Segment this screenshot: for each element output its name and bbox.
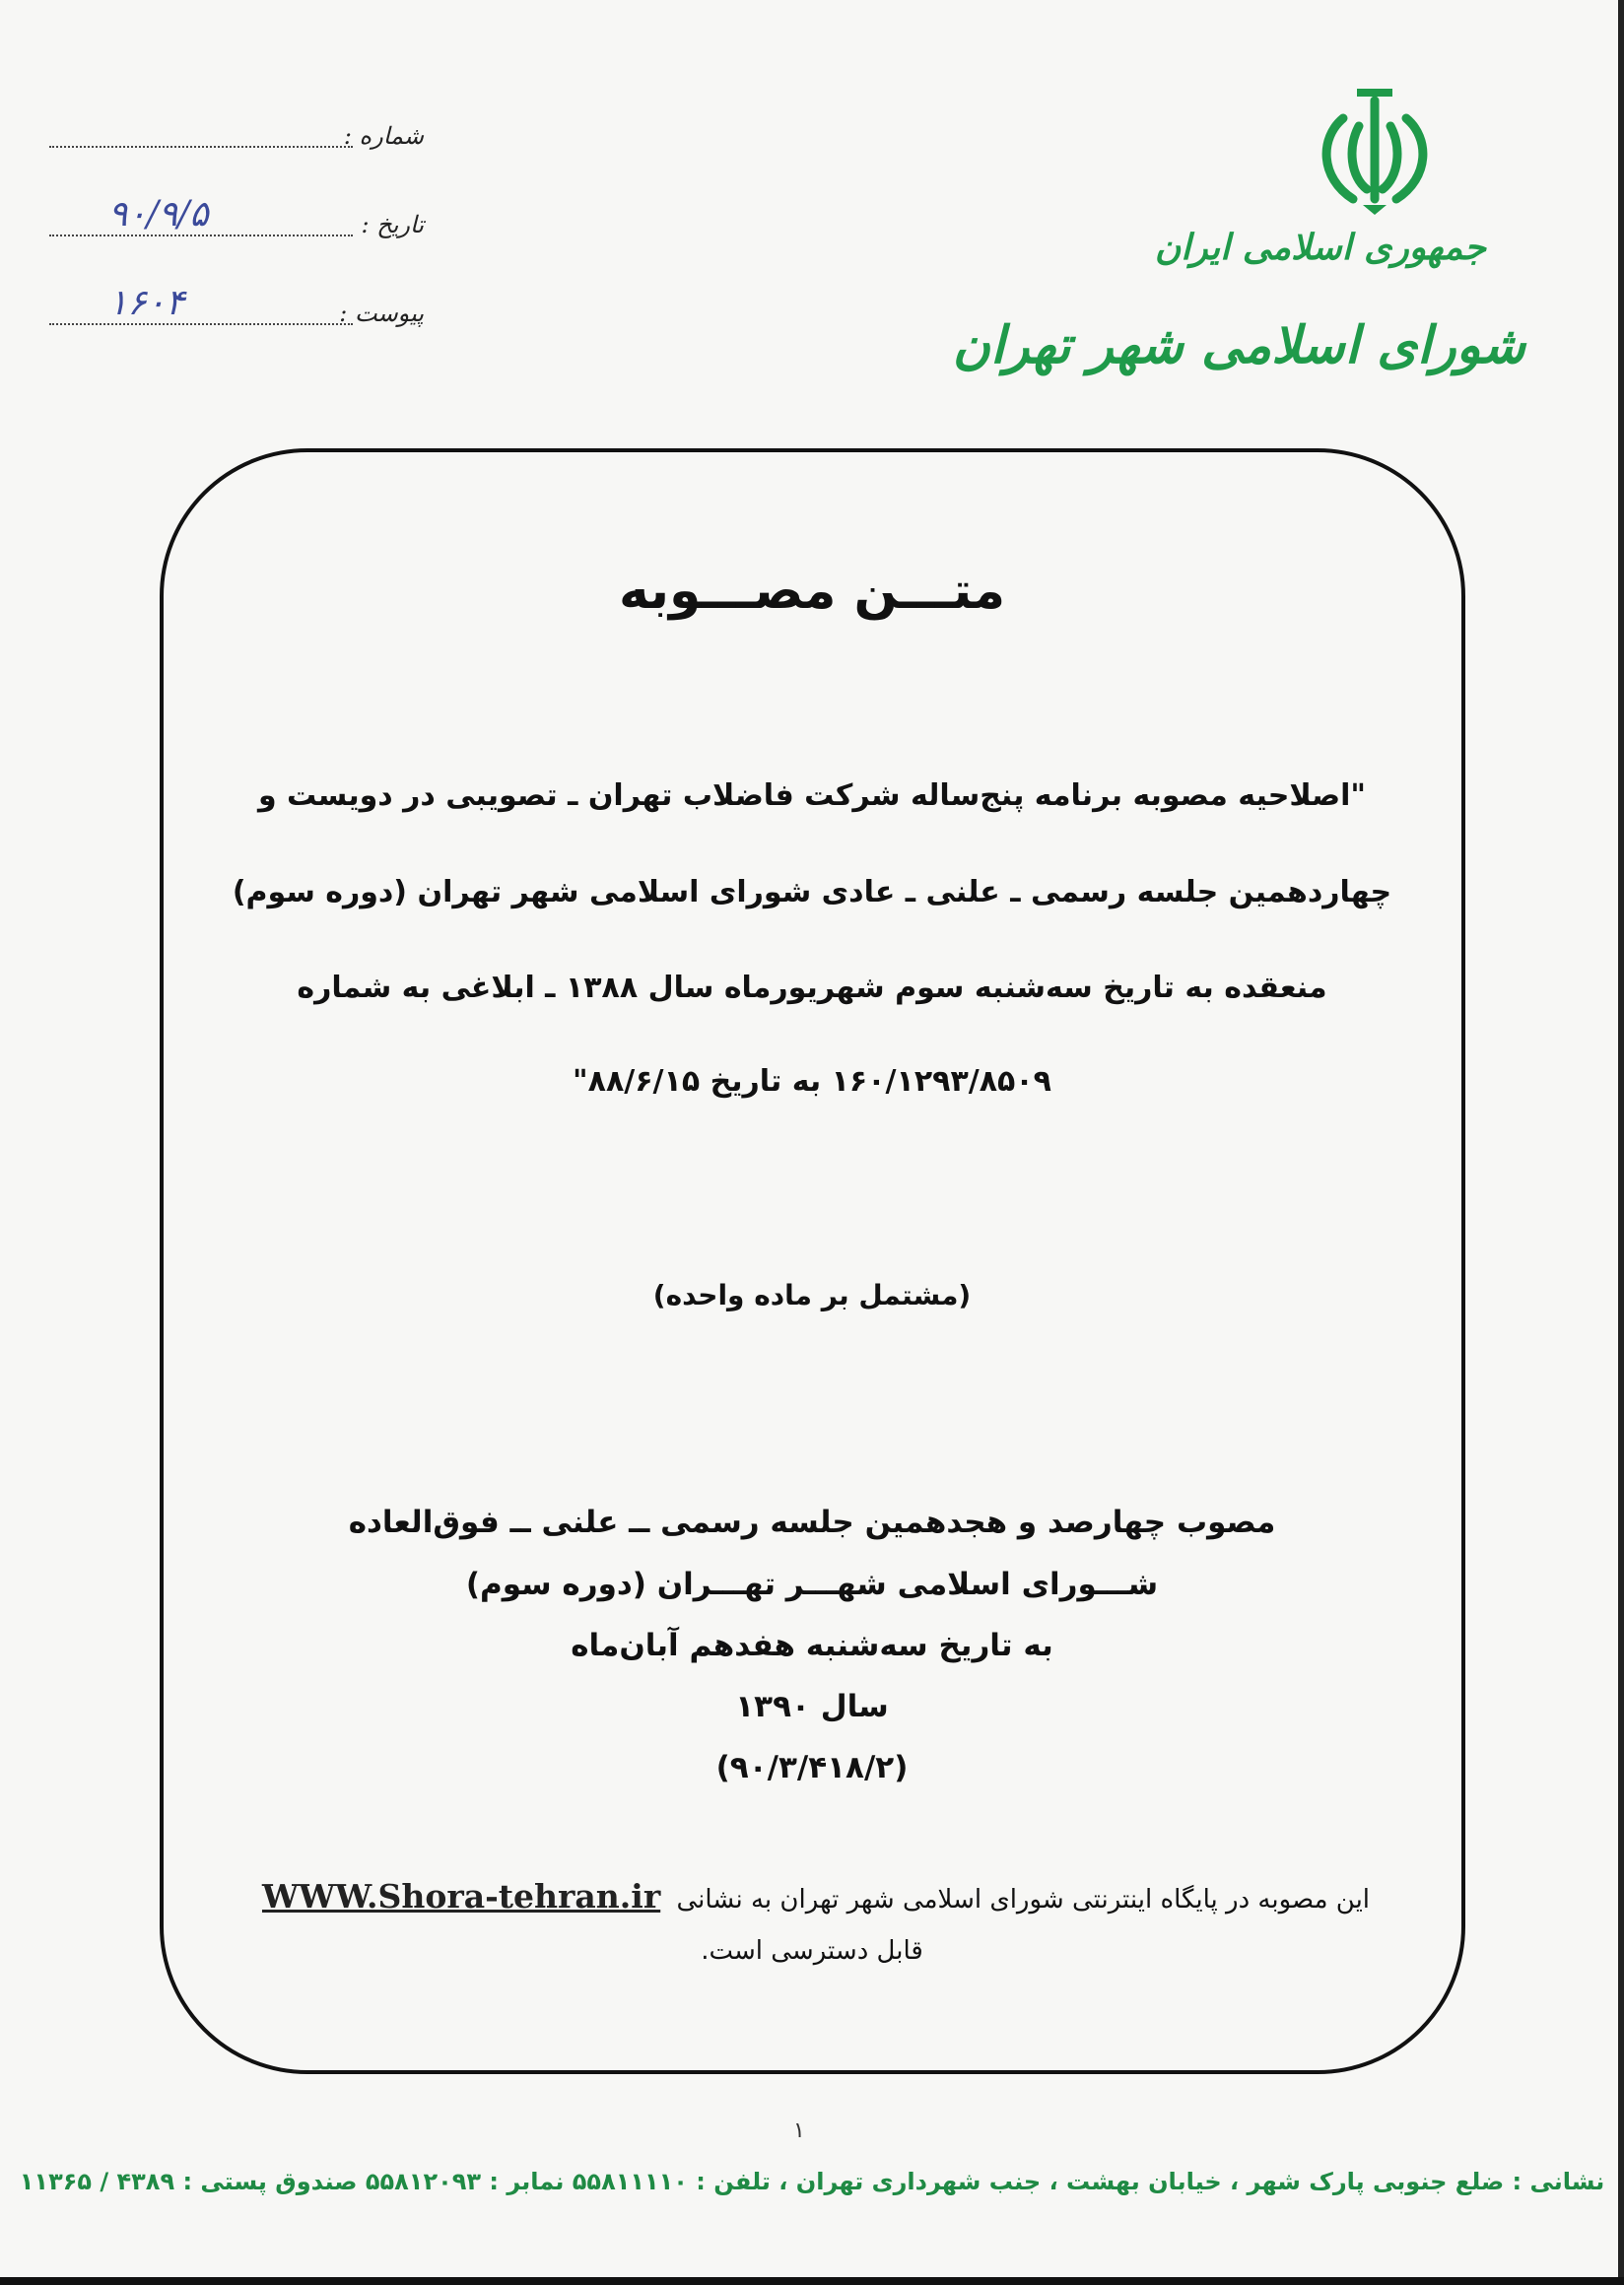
number-line [49,146,353,148]
country-name: جمهوری اسلامی ایران [1154,227,1486,268]
attachment-line [49,323,353,325]
number-label: شماره : [343,122,424,150]
council-name: شورای اسلامی شهر تهران [952,315,1525,375]
web-note-text: این مصوبه در پایگاه اینترنتی شورای اسلامی شهر تهران به نشانی [676,1885,1371,1915]
content-frame [160,448,1465,2074]
page-number: ۱ [793,2118,805,2143]
approval-line: مصوب چهارصد و هجدهمین جلسه رسمی ــ علنی ــ فوق‌العاده [348,1505,1276,1540]
footer-address: نشانی : ضلع جنوبی پارک شهر ، خیابان بهشت ، جنب شهرداری تهران ، تلفن : ۵۵۸۱۱۱۱۰ نمابر : ۵۵۸۱۲۰۹۳ صندوق پستی : ۴۳۸۹ / ۱۱۳۶۵ [19,2168,1605,2195]
scan-bottom-edge [0,2277,1624,2285]
date-line [49,235,353,236]
website-link[interactable]: WWW.Shora-tehran.ir [261,1877,661,1915]
approval-line: (۹۰/۳/۴۱۸/۲) [715,1750,909,1785]
sub-note: (مشتمل بر ماده واحده) [652,1279,972,1311]
approval-line: سال ۱۳۹۰ [735,1689,889,1724]
body-line: "اصلاحیه مصوبه برنامه پنج‌ساله شرکت فاضلاب تهران ـ تصویبی در دویست و [257,778,1367,813]
attachment-row [49,283,424,335]
web-note-end: قابل دسترسی است. [701,1936,923,1966]
date-label: تاریخ : [361,211,424,238]
number-row [49,108,424,158]
body-line: چهاردهمین جلسه رسمی ـ علنی ـ عادی شورای اسلامی شهر تهران (دوره سوم) [232,875,1392,909]
document-title: متـــن مصـــوبه [618,562,1006,621]
web-note [0,1877,1624,1915]
body-line: ۱۶۰/۱۲۹۳/۸۵۰۹ به تاریخ ۸۸/۶/۱۵" [573,1064,1051,1099]
date-row [49,194,424,246]
date-value: ۹۰/۹/۵ [108,194,209,235]
iran-emblem-icon [1306,79,1444,217]
approval-line: شـــورای اسلامی شهـــر تهـــران (دوره سوم) [465,1567,1159,1602]
attachment-value: ۱۶۰۴ [108,283,185,323]
scan-edge [1618,0,1624,2285]
approval-line: به تاریخ سه‌شنبه هفدهم آبان‌ماه [571,1628,1053,1663]
attachment-label: پیوست : [339,300,424,327]
body-line: منعقده به تاریخ سه‌شنبه سوم شهریورماه سال ۱۳۸۸ ـ ابلاغی به شماره [297,971,1327,1005]
